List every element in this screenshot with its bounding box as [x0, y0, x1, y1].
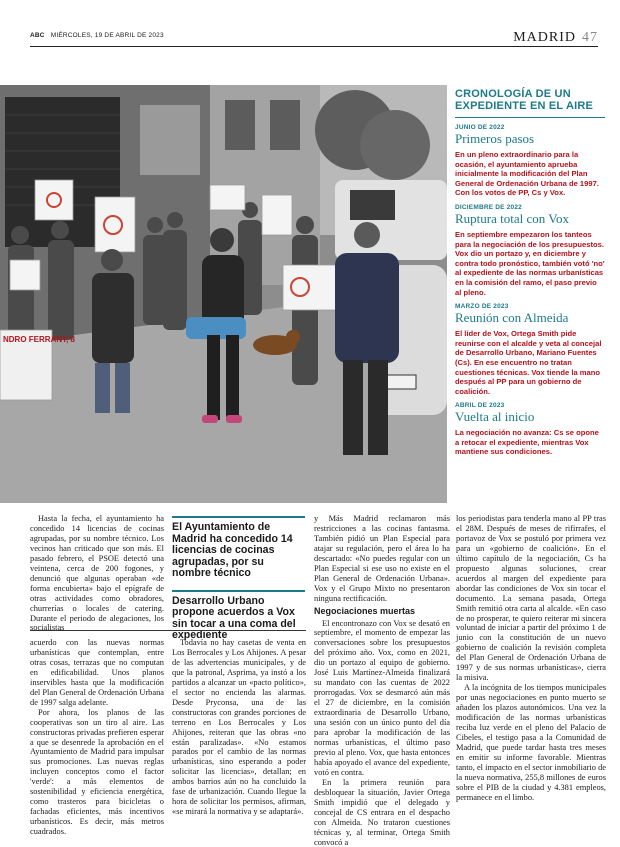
section-name: MADRID — [513, 30, 576, 45]
event-title: Ruptura total con Vox — [455, 210, 569, 226]
timeline-event — [455, 402, 605, 457]
subheading: Negociaciones muertas — [314, 605, 416, 616]
article-column-4 — [456, 514, 606, 803]
event-date: JUNIO DE 2022 — [455, 124, 505, 131]
article-paragraph: En la primera reunión para desbloquear la situación, Javier Ortega Smith impidió que el delegado y concejal de CS entrara en el despacho con Almeida. No trataron cuestiones técnicas y, al terminar, Ortega Smith convocó a — [314, 777, 450, 847]
photo-illustration — [0, 85, 447, 503]
pullquote-1: El Ayuntamiento de Madrid ha concedido 14 licencias de cocinas agrupadas, por su nombre técnico — [172, 516, 305, 580]
article-paragraph: Hasta la fecha, el ayuntamiento ha concedido 14 licencias de cocinas agrupadas, por su nombre técnico. Los vecinos han criticado que son más. El pasado febrero, el PSOE detectó una veintena, cerca de 200 fogones, y denunció que algunas operaban «de forma encubierta» bajo el epígrafe de otras actividades como obradores, churrerías o locales de catering. Durante el periodo de alegaciones, los socialistas — [30, 514, 164, 633]
issue-date: MIÉRCOLES, 19 DE ABRIL DE 2023 — [50, 32, 164, 39]
article-column-1-bottom — [30, 638, 164, 837]
timeline-sidebar — [455, 88, 605, 463]
timeline-title — [455, 88, 605, 112]
photo-banner-text: NDRO FERRANT, 8 — [3, 335, 76, 344]
event-date: ABRIL DE 2023 — [455, 402, 505, 410]
page-number: 47 — [582, 30, 598, 45]
event-body: En septiembre empezaron los tanteos para la negociación de los presupuestos. Vox dio un portazo y, en diciembre y contra todo pronóstico, también votó 'no' al expediente de las normas urbanísticas en la comisión del ramo, el paso previo al pleno. — [455, 229, 605, 297]
event-date: MARZO DE 2023 — [455, 303, 509, 311]
article-paragraph: El encontronazo con Vox se desató en septiembre, el momento de empezar las conversaciones sobre los presupuestos del próximo año. Vox, como en 2021, dio un portazo al equipo de gobierno. José Luis Martínez-Almeida finalizará su mandato con las cuentas de 2022 prorrogadas. Vox se desmarcó aún más el 27 de diciembre, en la comisión extraordinaria de Desarrollo Urbano, una sesión con un único punto del día para aprobar la modificación de las normas urbanísticas, el último paso previo al pleno. Vox, que hasta entonces había apoyado el avance del expediente, votó en contra. — [314, 618, 450, 777]
pullquote-2: Desarrollo Urbano propone acuerdos a Vox sin tocar a una coma del expediente — [172, 590, 305, 642]
event-body: En un pleno extraordinario para la ocasión, el ayuntamiento aprueba inicialmente la modificación del Plan General de Ordenación Urbana de 1997. Con los votos de PP, Cs y Vox. — [455, 150, 599, 198]
article-column-1-top — [30, 514, 164, 633]
page-header-left — [30, 32, 164, 39]
timeline-event — [455, 124, 605, 198]
article-paragraph: y Más Madrid reclamaron más restricciones a las cocinas fantasma. También pidió un Plan Especial para atajar su regulación, pero el área lo ha descartado: «No puedes regular con un Plan Especial si ese uso no existe en el Plan General de Ordenación Urbana». Vox y el Grupo Mixto no presentaron ninguna rectificación. — [314, 514, 450, 603]
event-title: Vuelta al inicio — [455, 409, 535, 425]
timeline-event — [455, 303, 605, 396]
event-body: El líder de Vox, Ortega Smith pide reunirse con el alcalde y veta al concejal de Desarrollo Urbano, Mariano Fuentes (Cs). En ese encuentro no tratan cuestiones técnicas. Vox tiende la mano después al PP para un gobierno de coalición. — [455, 329, 602, 396]
article-paragraph: A la incógnita de los tiempos municipales por unas negociaciones en punto muerto se añaden los plazos autonómicos. Una vez la modificación de las normas urbanísticas reciba luz verde en el pleno del Palacio de Cibeles, el testigo pasa a la Comunidad de Madrid, que puede tardar hasta tres meses en emitir su informe favorable. Mientras tanto, el impacto en el sector inmobiliario de la nueva normativa, 255,8 millones de euros sobre el PIB de la ciudad y 4.381 empleos, permanece en el limbo. — [456, 683, 606, 802]
article-column-3 — [314, 514, 450, 847]
page-header-right — [513, 30, 598, 46]
timeline-title-line2: EXPEDIENTE EN EL AIRE — [455, 100, 594, 112]
article-paragraph: los periodistas para tenderla mano al PP tras el 28M. Después de meses de rifirrafes, el portavoz de Vox se postuló por primera vez para un «gobierno de coalición». En el último capítulo de la negociación, Cs ha propuesto algunas soluciones, crear acuerdos al margen del expediente para abordar las condiciones de Vox sin tocar el documento. La semana pasada, Ortega Smith remitió otra carta al alcalde. «En caso de no prosperar, te quiero reiterar mi sincera voluntad de iniciar a partir del próximo 1 de junio con la constitución de un nuevo gobierno de coalición la revisión completa del Plan General de Ordenación Urbana de 1997 y de sus normas urbanísticas», cierra la misiva. — [456, 514, 606, 683]
publication-name: ABC — [30, 32, 45, 39]
event-date: DICIEMBRE DE 2022 — [455, 203, 522, 211]
column-separator — [30, 630, 306, 631]
article-column-2-bottom — [172, 638, 306, 817]
event-title: Primeros pasos — [455, 131, 535, 146]
article-paragraph: Por ahora, los planos de las cooperativas son un tiro al aire. Las constructoras privadas prefieren esperar a que se desenrede la aprobación en el Ayuntamiento de Madrid para impulsar sus promociones. Las nuevas reglas incluyen conceptos como el factor 'verde': a más elementos de sostenibilidad y eficiencia energética, como trasteros para bicicletas o fachadas eficientes, más incentivos urbanísticos. Es decir, más metros cuadrados. — [30, 707, 164, 837]
article-paragraph: Todavía no hay casetas de venta en Los Berrocales y Los Ahijones. A pesar de las advertencias municipales, y de que la patronal, Asprima, ya instó a los partidos a alcanzar un «pacto político», el sector no encienda las alarmas. Desde Pryconsa, una de las constructoras con grandes porciones de terreno en Los Berrocales y Los Ahijones, reiteran que las obras «no están paralizadas». «No estamos parados por el cambio de las normas urbanísticas, sino esperando a poder solicitar las licencias», detallan; en ambos barrios aún no ha concluido la fase de urbanización. Cuando llegue la hora de solicitar los permisos, afirman, «se mirará la normativa y se adaptará». — [172, 638, 306, 817]
news-photo — [0, 85, 447, 503]
timeline-event — [455, 204, 605, 297]
header-rule — [30, 46, 598, 47]
timeline-rule — [455, 117, 605, 118]
pullquotes — [172, 516, 305, 652]
timeline-title-line1: CRONOLOGÍA DE UN — [455, 88, 571, 100]
event-title: Reunión con Almeida — [455, 310, 569, 326]
article-paragraph: acuerdo con las nuevas normas urbanísticas que contemplan, entre otras cosas, terrazas que no computan en edificabilidad. Unos planos inservibles hasta que la modificación del Plan General de Ordenación Urbana de 1997 salga adelante. — [30, 638, 164, 707]
event-body: La negociación no avanza: Cs se opone a retocar el expediente, mientras Vox mantiene sus condiciones. — [455, 428, 599, 457]
